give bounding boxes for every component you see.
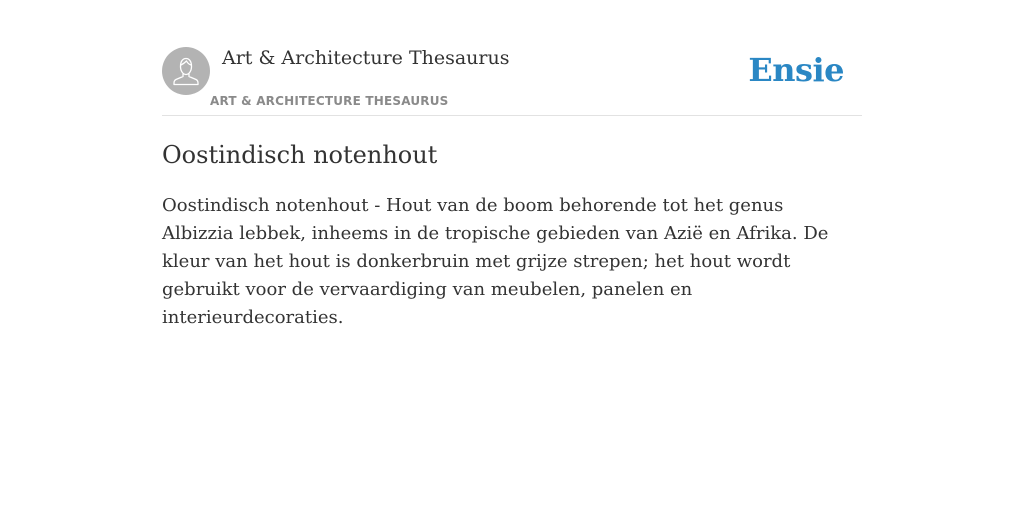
author-name[interactable]: Art & Architecture Thesaurus <box>222 47 510 69</box>
article-title: Oostindisch notenhout <box>162 141 438 169</box>
page-header <box>162 0 862 116</box>
user-icon <box>162 47 210 95</box>
source-label[interactable]: ART & ARCHITECTURE THESAURUS <box>210 94 449 108</box>
ensie-logo[interactable]: Ensie <box>748 51 844 89</box>
article-body: Oostindisch notenhout - Hout van de boom behorende tot het genus Albizzia lebbek, inheems in de tropische gebieden van Azië en Afrika. De kleur van het hout is donkerbruin met grijze strepen; het hout wordt gebruikt voor de vervaardiging van meubelen, panelen en interieurdecoraties. <box>162 195 829 328</box>
author-avatar[interactable] <box>162 47 210 95</box>
